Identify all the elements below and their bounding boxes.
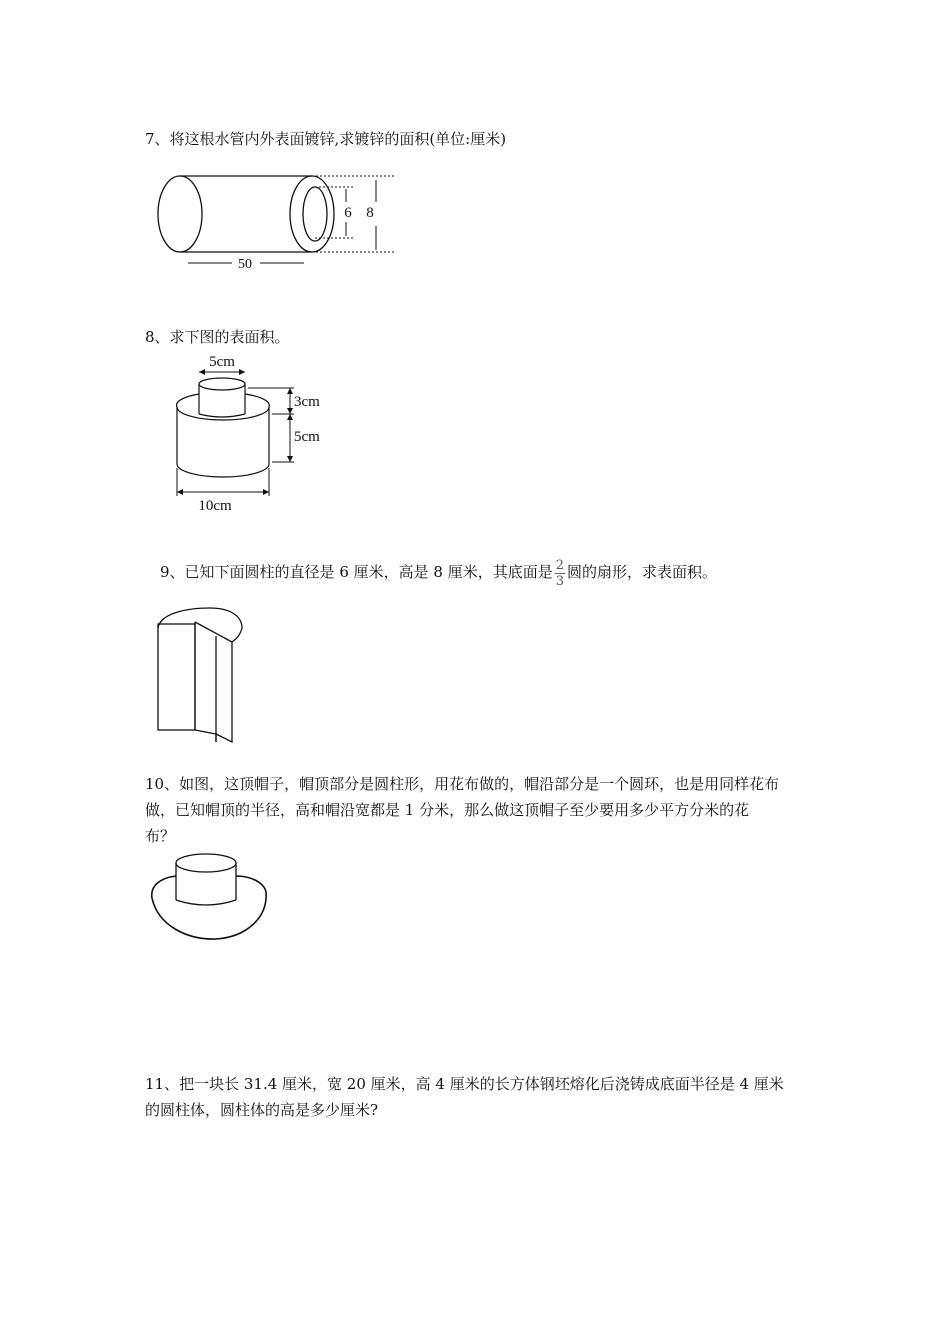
two-thirds-fraction bbox=[555, 558, 565, 589]
outer-diameter-label: 8 bbox=[366, 205, 374, 221]
hat-crown-base bbox=[176, 900, 236, 905]
question-9-part-2: 圆的扇形，求表面积。 bbox=[567, 563, 718, 581]
pipe-left-end bbox=[158, 176, 202, 252]
fraction-numerator: 2 bbox=[555, 557, 564, 573]
big-cylinder-base bbox=[177, 464, 269, 477]
base-edge bbox=[195, 730, 216, 742]
pipe-figure bbox=[150, 168, 410, 273]
front-rectangle bbox=[158, 624, 195, 730]
top-height-label: 3cm bbox=[294, 394, 320, 410]
question-10-line-3: 布？ bbox=[145, 827, 176, 845]
question-10-line-2: 做，已知帽顶的半径，高和帽沿宽都是 1 分米，那么做这顶帽子至少要用多少平方分米的花 bbox=[145, 801, 750, 819]
sector-cylinder-figure bbox=[150, 606, 250, 746]
top-height-arrow-up bbox=[287, 388, 293, 394]
sector-top-curve bbox=[158, 608, 242, 742]
pipe-right-inner bbox=[303, 187, 327, 241]
question-8-text: 8、求下图的表面积。 bbox=[145, 328, 290, 346]
fraction-denominator: 3 bbox=[555, 573, 564, 589]
bottom-arrow-right bbox=[263, 489, 269, 495]
sector-top-cut bbox=[195, 622, 232, 642]
length-label: 50 bbox=[238, 257, 252, 272]
top-arrow-right bbox=[239, 369, 245, 375]
bottom-height-label: 5cm bbox=[294, 429, 320, 445]
hat-crown-top bbox=[176, 854, 236, 872]
small-cylinder-base bbox=[199, 414, 245, 417]
hat-brim bbox=[152, 876, 266, 939]
inner-diameter-label: 6 bbox=[344, 205, 352, 221]
question-11-line-2: 的圆柱体，圆柱体的高是多少厘米? bbox=[145, 1101, 379, 1119]
big-cylinder-top bbox=[177, 394, 270, 420]
hat-figure bbox=[140, 848, 280, 948]
question-11-line-1: 11、把一块长 31.4 厘米，宽 20 厘米，高 4 厘米的长方体钢坯熔化后浇铸成底面半径是 4 厘米 bbox=[145, 1075, 784, 1093]
question-10-line-1: 10、如图，这顶帽子，帽顶部分是圆柱形，用花布做的，帽沿部分是一个圆环，也是用同样花布 bbox=[145, 775, 780, 793]
question-7-text: 7、将这根水管内外表面镀锌,求镀锌的面积(单位:厘米) bbox=[145, 130, 507, 148]
stacked-cylinders-figure bbox=[170, 350, 340, 515]
bottom-diameter-label: 10cm bbox=[198, 498, 232, 514]
bottom-arrow-left bbox=[177, 489, 183, 495]
top-height-arrow-down bbox=[287, 408, 293, 414]
top-diameter-label: 5cm bbox=[209, 354, 235, 370]
small-cylinder-top bbox=[199, 378, 245, 390]
top-arrow-left bbox=[199, 369, 205, 375]
question-9-text bbox=[160, 550, 717, 594]
question-9-part-1: 9、已知下面圆柱的直径是 6 厘米，高是 8 厘米，其底面是 bbox=[160, 563, 553, 581]
bottom-height-arrow-down bbox=[287, 456, 293, 462]
bottom-height-arrow-up bbox=[287, 414, 293, 420]
